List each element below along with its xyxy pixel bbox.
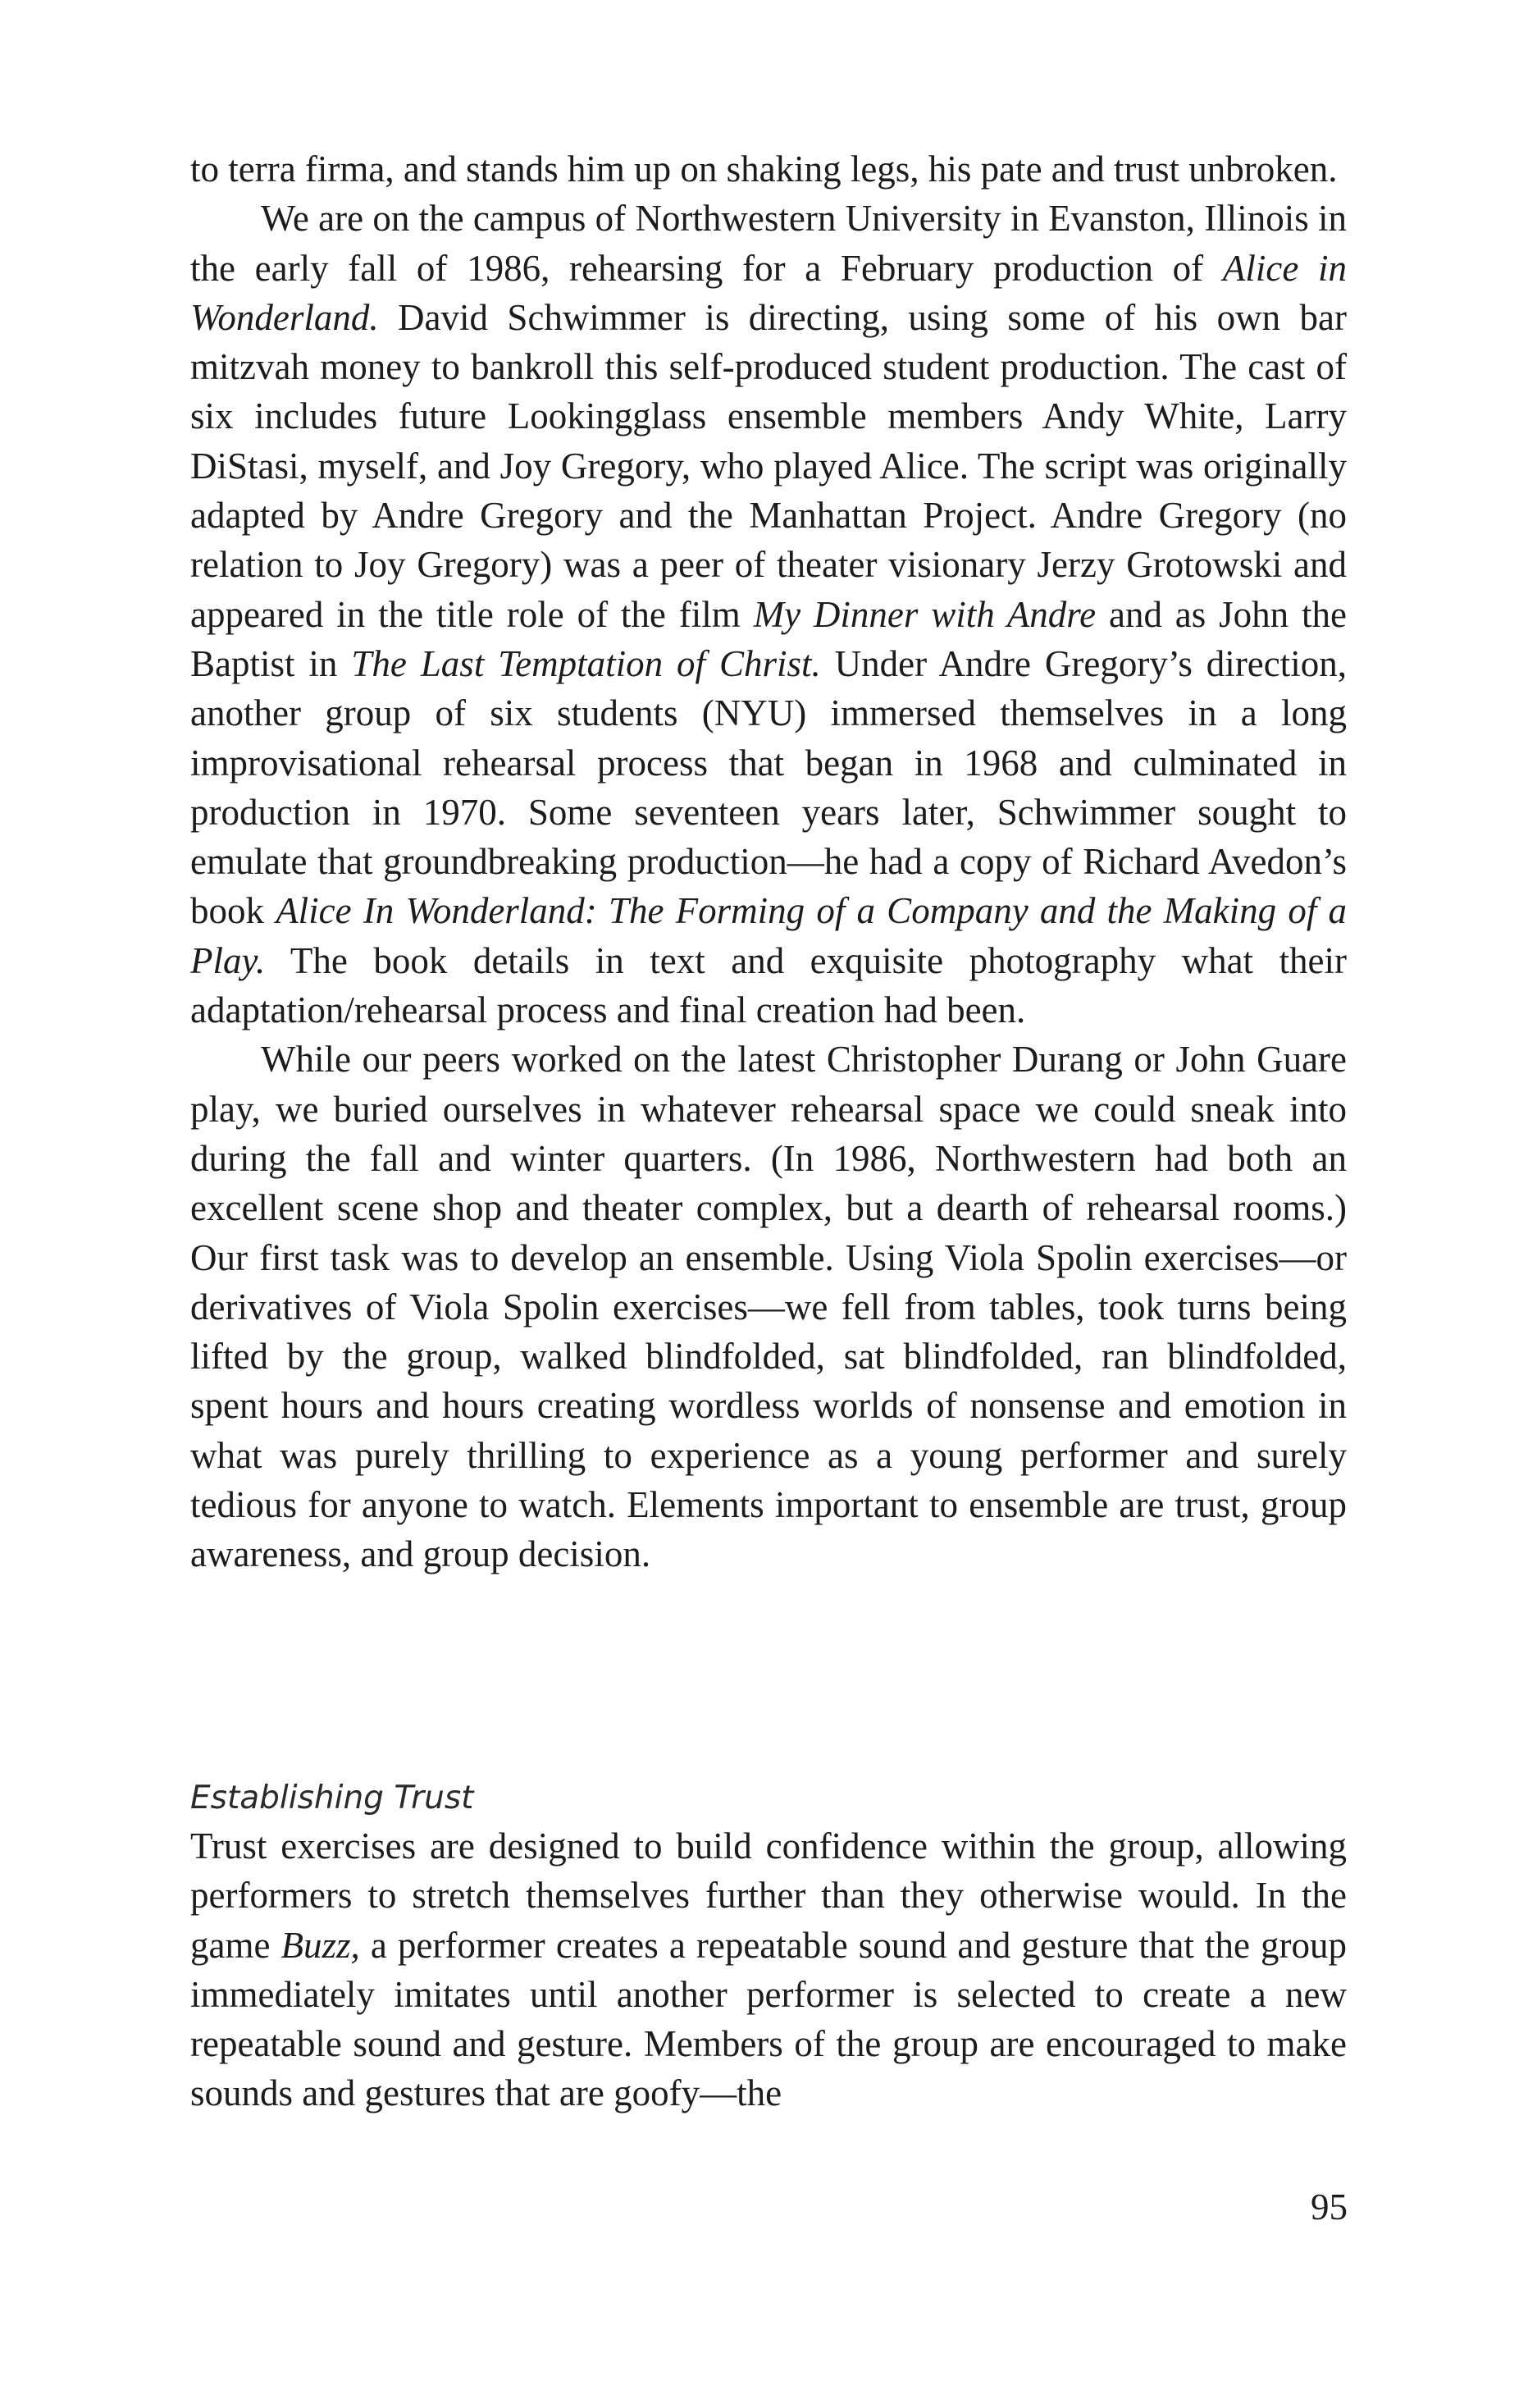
- paragraph-trust: Trust exercises are designed to build confidence within the group, allowing performers to stretch themselves further than they otherwise would. In the game Buzz, a performer creates a repeatable sound and gesture that the group immediately imitates until another performer is selected to create a new repeatable sound and gesture. Members of the group are encouraged to make sounds and gestures that are goofy—the: [190, 1825, 1347, 2114]
- paragraph-campus: We are on the campus of Northwestern University in Evanston, Illinois in the early fall of 1986, rehearsing for a February production of Alice in Wonderland. David Schwimmer is directing, using some of his own bar mitzvah money to bankroll this self-produced student production. The cast of six includes future Lookingglass ensemble members Andy White, Larry DiStasi, myself, and Joy Gregory, who played Alice. The script was originally adapted by Andre Gregory and the Manhattan Project. Andre Gregory (no relation to Joy Gregory) was a peer of theater visionary Jerzy Grotowski and appeared in the title role of the film My Dinner with Andre and as John the Baptist in The Last Temptation of Christ. Under Andre Gregory’s direction, another group of six students (NYU) immersed themselves in a long improvisational rehearsal process that began in 1968 and culminated in production in 1970. Some seventeen years later, Schwimmer sought to emulate that groundbreaking production—he had a copy of Richard Avedon’s book Alice In Wonderland: The Forming of a Company and the Making of a Play. The book details in text and exquisite photography what their adaptation/rehearsal process and final creation had been.: [190, 198, 1348, 1031]
- page-number: 95: [1311, 2186, 1348, 2228]
- paragraph-ensemble: While our peers worked on the latest Christopher Durang or John Guare play, we buried ourselves in whatever rehearsal space we could sneak into during the fall and winter quarters. (In 1986, Northwestern had both an excellent scene shop and theater complex, but a dearth of rehearsal rooms.) Our first task was to develop an ensemble. Using Viola Spolin exercises—or derivatives of Viola Spolin exercises—we fell from tables, took turns being lifted by the group, walked blindfolded, sat blindfolded, ran blindfolded, spent hours and hours creating wordless worlds of nonsense and emotion in what was purely thrilling to experience as a young performer and surely tedious for anyone to watch. Elements important to ensemble are trust, group awareness, and group decision.: [190, 1039, 1347, 1575]
- paragraph-continuation: to terra firma, and stands him up on shaking legs, his pate and trust unbroken.: [190, 149, 1338, 190]
- body-text-upper: [190, 144, 1347, 1579]
- body-text-lower: [190, 1821, 1347, 2118]
- section-heading: Establishing Trust: [190, 1780, 474, 1816]
